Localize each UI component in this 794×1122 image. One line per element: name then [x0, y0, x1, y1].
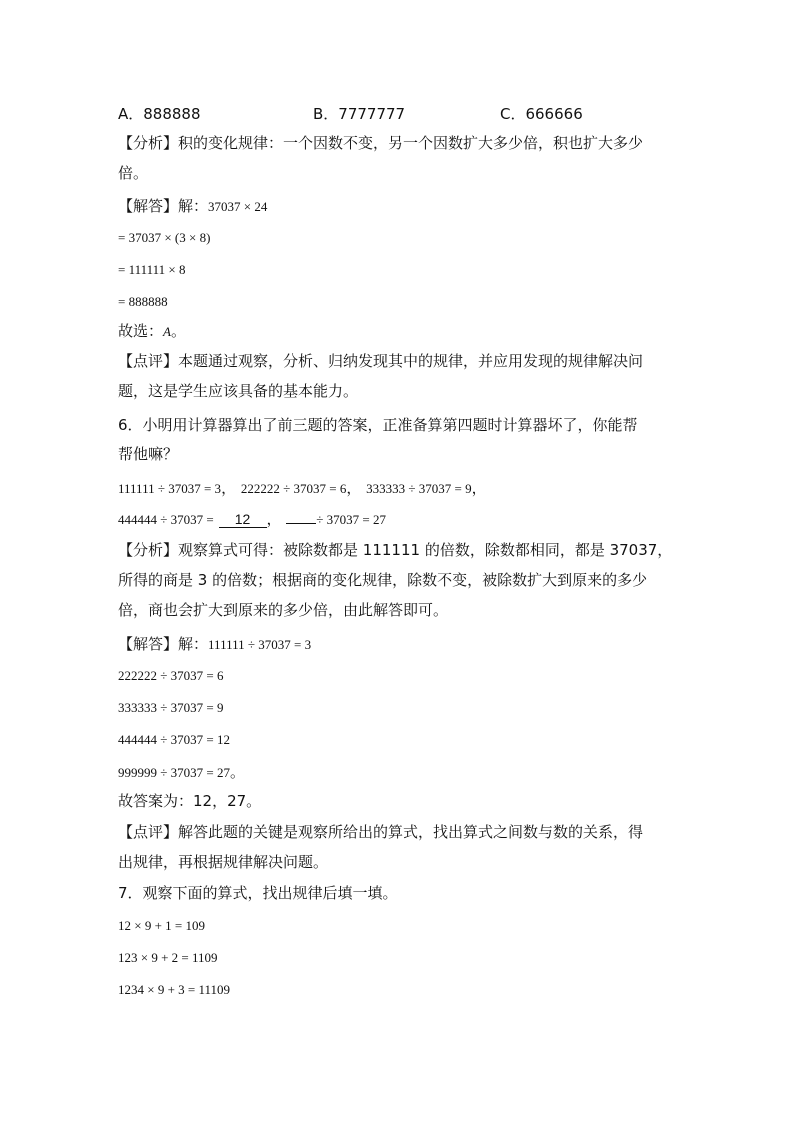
option-b: B．7777777: [313, 105, 406, 123]
choose-value: A: [163, 324, 171, 339]
separator: ，: [221, 479, 237, 497]
q5-solution-line: [118, 195, 267, 218]
comment-tag: 【点评】: [118, 352, 179, 370]
solution-end: 。: [229, 763, 245, 781]
analysis-text: 积的变化规律：一个因数不变，另一个因数扩大多少倍，积也扩大多少: [178, 134, 644, 152]
ask-eq-1: 444444 ÷ 37037 =: [118, 512, 214, 527]
comment-text: 本题通过观察，分析、归纳发现其中的规律，并应用发现的规律解决问: [178, 352, 644, 370]
given-eq-2: 222222 ÷ 37037 = 6: [240, 481, 347, 496]
q5-analysis-line-1: [118, 132, 643, 154]
choose-label: 故选：: [118, 322, 164, 340]
q6-comment-line-1: [118, 821, 643, 843]
q5-comment-line-2: 题，这是学生应该具备的基本能力。: [118, 382, 359, 400]
analysis-tag: 【分析】: [118, 541, 179, 559]
q5-comment-line-1: [118, 350, 643, 372]
q7-stem: 7．观察下面的算式，找出规律后填一填。: [118, 884, 398, 902]
comment-tag: 【点评】: [118, 823, 179, 841]
q6-solution-last-line: [118, 761, 245, 784]
q6-ask-line: [118, 508, 386, 531]
q6-solution-line: [118, 633, 311, 656]
given-eq-3: 333333 ÷ 37037 = 9: [366, 481, 472, 496]
solution-eq-2: 222222 ÷ 37037 = 6: [118, 668, 224, 683]
solution-eq-3: 333333 ÷ 37037 = 9: [118, 700, 224, 715]
ask-eq-2: ÷ 37037 = 27: [316, 512, 387, 527]
separator: ，: [346, 479, 362, 497]
option-c: C．666666: [500, 105, 583, 123]
q6-comment-line-2: 出规律，再根据规律解决问题。: [118, 853, 329, 871]
solution-eq-1: 37037 × 24: [208, 199, 268, 214]
solution-eq-4: 444444 ÷ 37037 = 12: [118, 732, 230, 747]
q5-choose-line: [118, 320, 186, 343]
solution-intro: 解：: [178, 197, 209, 215]
q7-eq-3: 1234 × 9 + 3 = 11109: [118, 982, 231, 997]
solution-eq-3: = 111111 × 8: [118, 262, 186, 277]
separator: ，: [266, 510, 282, 528]
q6-stem-line-1: 6．小明用计算器算出了前三题的答案，正准备算第四题时计算器坏了，你能帮: [118, 416, 638, 434]
option-a: A．888888: [118, 105, 201, 123]
choose-end: 。: [170, 322, 186, 340]
solution-eq-4: = 888888: [118, 294, 168, 309]
solution-eq-2: = 37037 × (3 × 8): [118, 230, 211, 245]
solution-intro: 解：: [178, 635, 209, 653]
solution-tag: 【解答】: [118, 197, 179, 215]
analysis-tag: 【分析】: [118, 134, 179, 152]
solution-tag: 【解答】: [118, 635, 179, 653]
solution-eq-5: 999999 ÷ 37037 = 27: [118, 765, 230, 780]
answer-blank-1: 12: [219, 511, 267, 528]
q7-eq-1: 12 × 9 + 1 = 109: [118, 918, 205, 933]
q6-answer-line: 故答案为：12，27。: [118, 792, 262, 810]
separator: ，: [471, 479, 487, 497]
comment-text: 解答此题的关键是观察所给出的算式，找出算式之间数与数的关系，得: [178, 823, 644, 841]
analysis-text: 观察算式可得：被除数都是 111111 的倍数，除数都相同，都是 37037，: [178, 541, 673, 559]
q6-analysis-line-2: 所得的商是 3 的倍数；根据商的变化规律，除数不变，被除数扩大到原来的多少: [118, 571, 648, 589]
q6-analysis-line-3: 倍，商也会扩大到原来的多少倍，由此解答即可。: [118, 601, 449, 619]
q6-analysis-line-1: [118, 539, 672, 561]
answer-blank-2: [286, 523, 316, 524]
given-eq-1: 111111 ÷ 37037 = 3: [118, 481, 222, 496]
q5-analysis-line-2: 倍。: [118, 164, 149, 182]
q7-eq-2: 123 × 9 + 2 = 1109: [118, 950, 218, 965]
q6-stem-line-2: 帮他嘛？: [118, 445, 179, 463]
solution-eq-1: 111111 ÷ 37037 = 3: [208, 637, 312, 652]
q6-given-line: [118, 477, 487, 500]
